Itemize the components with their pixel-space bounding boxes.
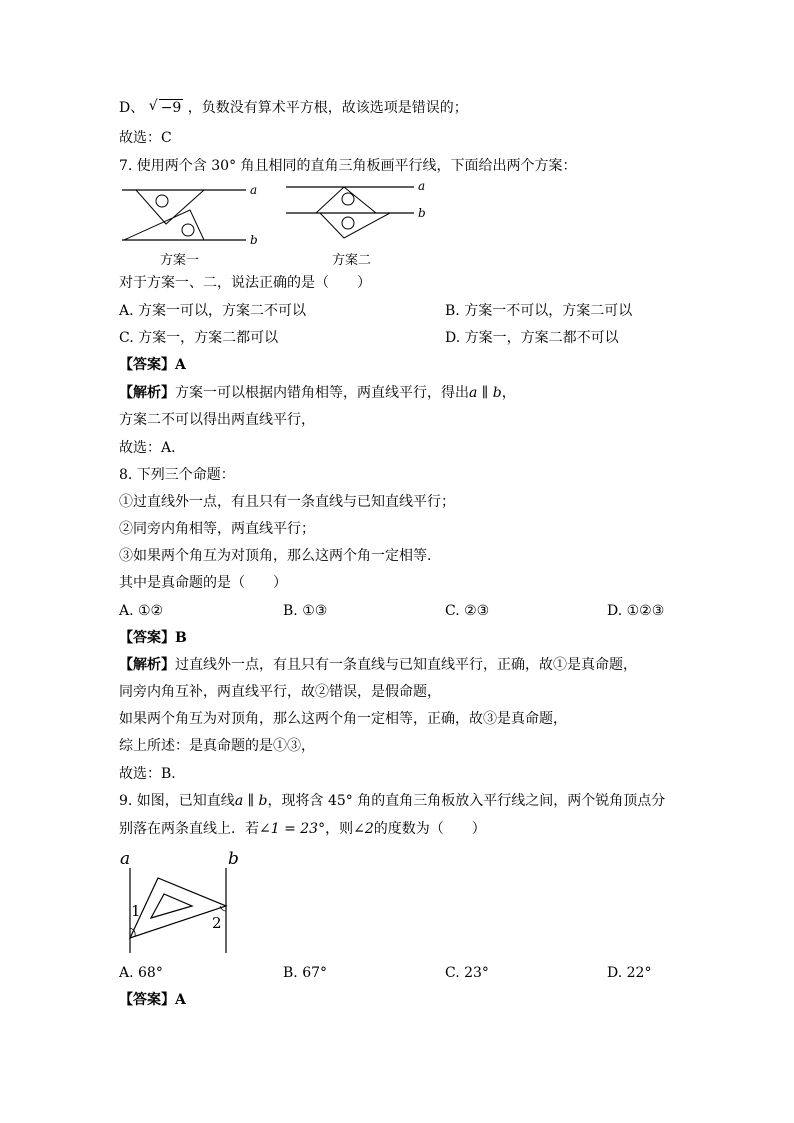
q7-figures: [118, 178, 438, 272]
q8-option-d: D. ①②③: [607, 603, 665, 619]
sqrt-expression: √ −9: [148, 98, 182, 116]
q8-proposition-1: ①过直线外一点，有且只有一条直线与已知直线平行；: [119, 494, 455, 510]
q8-analysis-line-2: 同旁内角互补，两直线平行，故②错误，是假命题，: [119, 684, 441, 700]
q8-analysis-line-1: 【解析】过直线外一点，有且只有一条直线与已知直线平行，正确，故①是真命题，: [119, 657, 637, 673]
scheme-1-label-a: a: [250, 183, 258, 197]
scheme-2-label-a: a: [418, 179, 426, 193]
question-7-stem: 7. 使用两个含 30° 角且相同的直角三角板画平行线，下面给出两个方案：: [119, 158, 577, 174]
q9-option-d: D. 22°: [607, 965, 652, 981]
q7-analysis-line-1: 【解析】方案一可以根据内错角相等，两直线平行，得出a ∥ b，: [119, 385, 516, 401]
scheme-1-label-b: b: [250, 233, 258, 247]
q7-option-a: A. 方案一可以，方案二不可以: [119, 303, 307, 319]
line-b-label: b: [228, 849, 239, 869]
angle-1-label: 1: [131, 902, 141, 920]
scheme-2-figure: [286, 179, 426, 268]
question-9-stem-line-2: 别落在两条直线上．若∠1 = 23°，则∠2的度数为（ ）: [119, 821, 486, 837]
option-d-explanation: D、 √ −9 ，负数没有算术平方根，故该选项是错误的；: [119, 98, 468, 116]
q8-proposition-3: ③如果两个角互为对顶角，那么这两个角一定相等.: [119, 548, 432, 564]
q7-analysis-line-2: 方案二不可以得出两直线平行，: [119, 412, 315, 428]
q8-choose: 故选：B．: [119, 766, 186, 782]
question-8-stem: 8. 下列三个命题：: [119, 467, 235, 483]
q8-option-c: C. ②③: [445, 603, 490, 619]
q8-option-b: B. ①③: [283, 603, 328, 619]
q8-proposition-2: ②同旁内角相等，两直线平行；: [119, 521, 315, 537]
question-9-stem-line-1: 9. 如图，已知直线a ∥ b，现将含 45° 角的直角三角板放入平行线之间，两个锐角顶点分: [119, 793, 666, 809]
choose-line-q6: 故选：C: [119, 130, 172, 146]
q7-option-d: D. 方案一，方案二都不可以: [445, 330, 619, 346]
q8-analysis-line-3: 如果两个角互为对顶角，那么这两个角一定相等，正确，故③是真命题，: [119, 711, 567, 727]
q7-option-c: C. 方案一，方案二都可以: [119, 330, 279, 346]
q9-answer: 【答案】A: [119, 992, 186, 1008]
q8-answer: 【答案】B: [119, 630, 187, 646]
scheme-1-caption: 方案一: [160, 253, 200, 268]
question-8-prompt: 其中是真命题的是（ ）: [119, 575, 287, 591]
q8-analysis-line-4: 综上所述：是真命题的是①③，: [119, 738, 315, 754]
q9-option-c: C. 23°: [445, 965, 489, 981]
scheme-2-label-b: b: [418, 206, 426, 220]
scheme-1-figure: [122, 183, 258, 268]
q7-option-b: B. 方案一不可以，方案二可以: [445, 303, 633, 319]
question-7-prompt: 对于方案一、二，说法正确的是（ ）: [119, 275, 371, 291]
q9-figure: [116, 848, 246, 958]
scheme-2-caption: 方案二: [332, 253, 372, 268]
q7-answer: 【答案】A: [119, 357, 186, 373]
line-a-label: a: [120, 849, 131, 869]
q9-option-b: B. 67°: [283, 965, 328, 981]
q9-option-a: A. 68°: [119, 965, 163, 981]
angle-2-label: 2: [212, 914, 222, 932]
q7-choose: 故选：A．: [119, 440, 186, 456]
q8-option-a: A. ①②: [119, 603, 164, 619]
